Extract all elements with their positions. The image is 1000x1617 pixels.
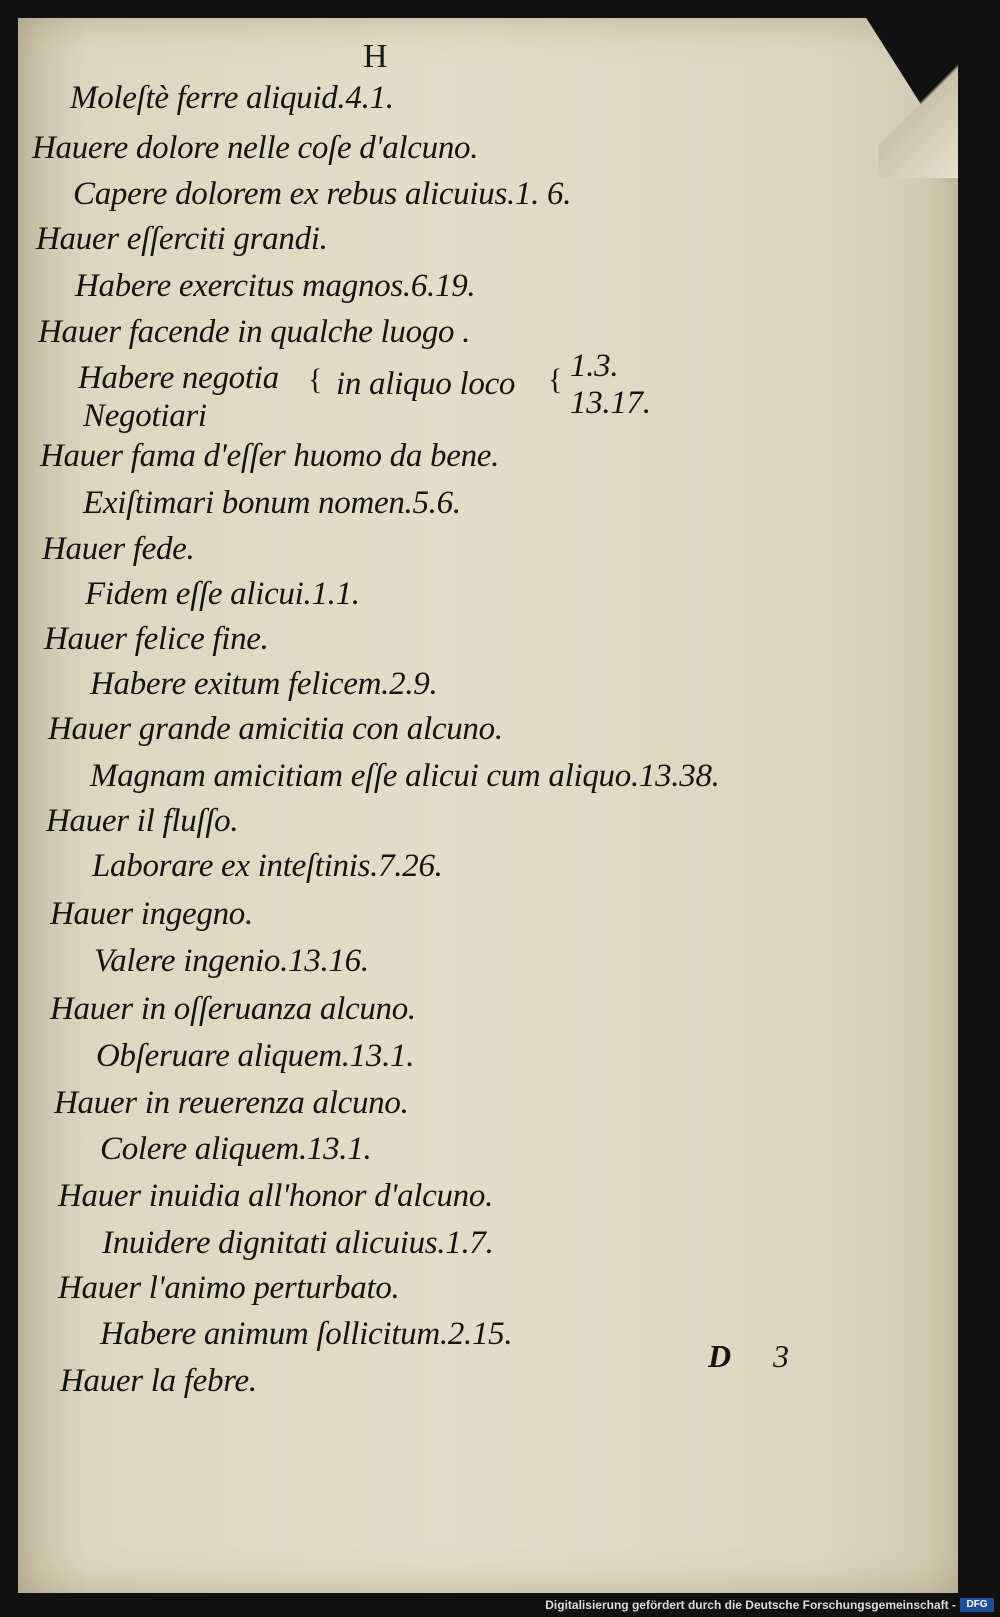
- entry-italian: Hauer facende in qualche luogo .: [38, 314, 471, 350]
- entry-latin: Habere negotia: [78, 360, 279, 396]
- entry-italian: Hauer eſſerciti grandi.: [36, 221, 328, 257]
- entry-latin: Habere animum ſollicitum.2.15.: [100, 1316, 513, 1352]
- right-brace: {: [548, 363, 563, 396]
- page-header: H: [363, 38, 388, 75]
- entry-latin: Colere aliquem.13.1.: [100, 1131, 372, 1167]
- entry-italian: Hauer grande amicitia con alcuno.: [48, 711, 503, 747]
- entry-italian: Hauere dolore nelle coſe d'alcuno.: [32, 130, 479, 166]
- entry-italian: Hauer in reuerenza alcuno.: [54, 1085, 409, 1121]
- entry-italian: Hauer ingegno.: [50, 896, 253, 932]
- entry-latin: Fidem eſſe alicui.1.1.: [85, 576, 360, 612]
- folded-corner: [878, 38, 958, 178]
- entry-reference: 13.17.: [570, 385, 651, 421]
- digitization-credit: Digitalisierung gefördert durch die Deutsche Forschungsgemeinschaft -: [545, 1598, 956, 1612]
- entry-italian: Hauer il fluſſo.: [46, 803, 239, 839]
- entry-italian: Hauer inuidia all'honor d'alcuno.: [58, 1178, 494, 1214]
- entry-latin: Laborare ex inteſtinis.7.26.: [92, 848, 443, 884]
- entry-italian: Hauer fede.: [42, 531, 195, 567]
- entry-latin: Capere dolorem ex rebus alicuius.1. 6.: [73, 176, 572, 212]
- entry-latin: Valere ingenio.13.16.: [94, 943, 369, 979]
- entry-latin: Inuidere dignitati alicuius.1.7.: [102, 1225, 494, 1261]
- dfg-logo: DFG: [960, 1598, 994, 1612]
- entry-latin: Obſeruare aliquem.13.1.: [96, 1038, 415, 1074]
- entry-latin: Negotiari: [83, 398, 207, 434]
- entry-latin: Moleſtè ferre aliquid.4.1.: [70, 80, 394, 116]
- entry-latin-phrase: in aliquo loco: [336, 366, 516, 402]
- book-page: [18, 18, 958, 1593]
- entry-italian: Hauer in oſſeruanza alcuno.: [50, 991, 416, 1027]
- entry-italian: Hauer la febre.: [60, 1363, 257, 1399]
- signature-mark: D: [708, 1338, 732, 1374]
- entry-italian: Hauer fama d'eſſer huomo da bene.: [40, 438, 500, 474]
- entry-latin: Exiſtimari bonum nomen.5.6.: [83, 485, 461, 521]
- entry-reference: 1.3.: [570, 348, 619, 384]
- entry-latin: Magnam amicitiam eſſe alicui cum aliquo.13.38.: [90, 758, 720, 794]
- bleed-through-text: [618, 78, 938, 1378]
- entry-italian: Hauer felice fine.: [44, 621, 269, 657]
- entry-latin: Habere exitum felicem.2.9.: [90, 666, 438, 702]
- signature-number: 3: [773, 1338, 789, 1374]
- entry-italian: Hauer l'animo perturbato.: [58, 1270, 400, 1306]
- entry-latin: Habere exercitus magnos.6.19.: [75, 268, 476, 304]
- left-brace: {: [308, 363, 323, 396]
